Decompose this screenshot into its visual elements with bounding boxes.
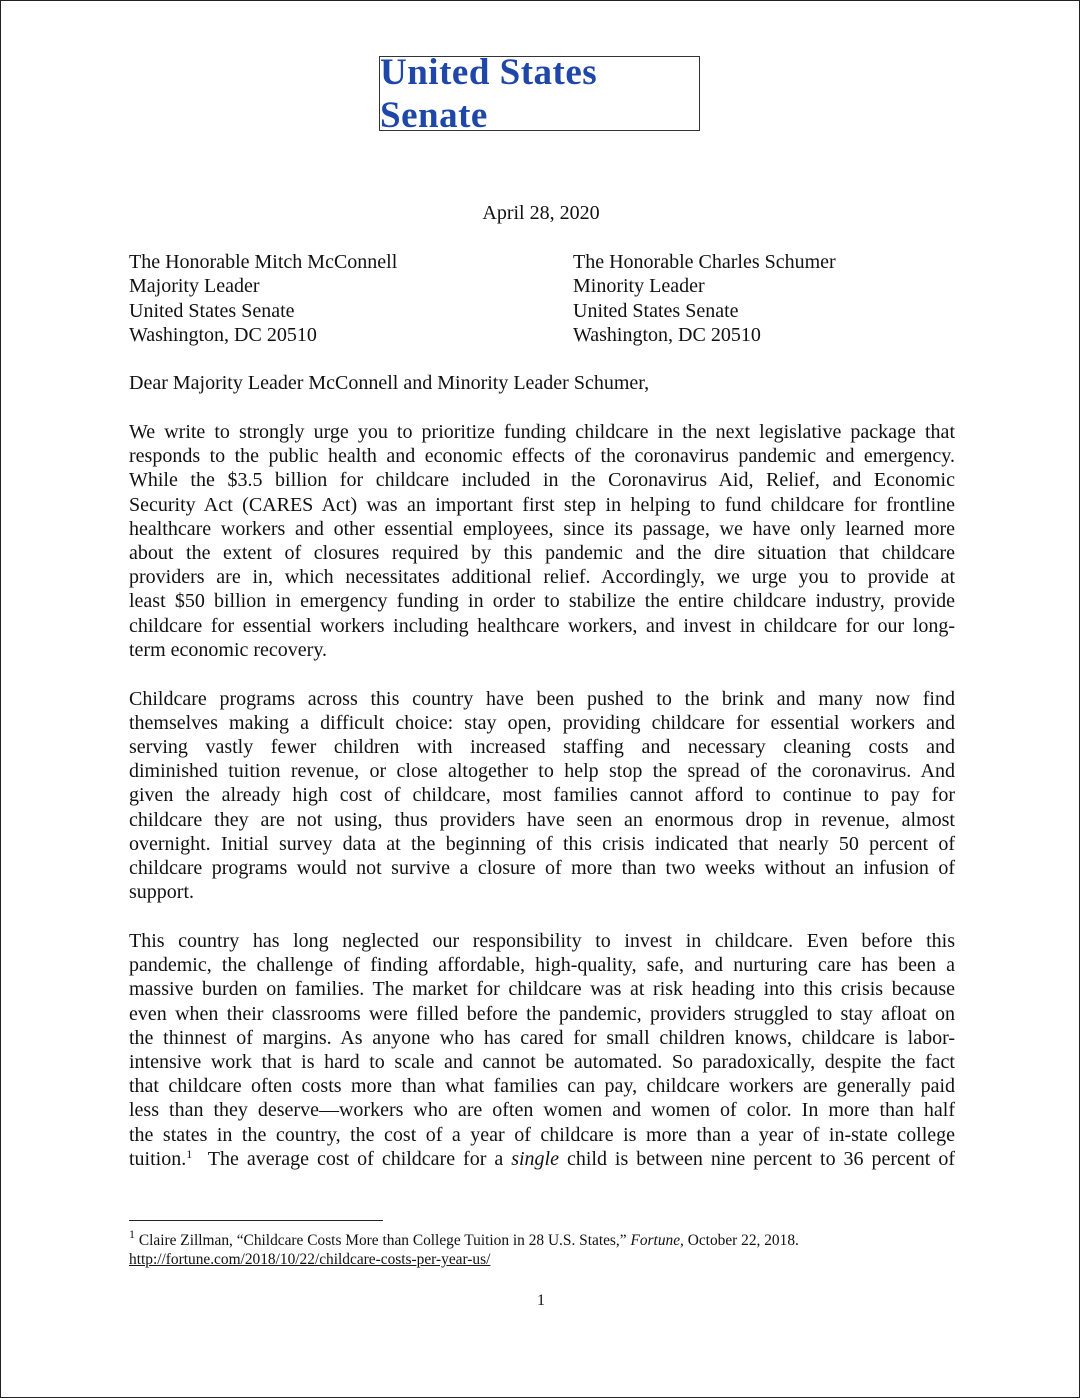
body-line: Security Act (CARES Act) was an important first step in helping to fund childcare for frontline — [129, 493, 955, 516]
body-line: This country has long neglected our responsibility to invest in childcare. Even before this — [129, 930, 955, 953]
body-line: massive burden on families. The market for childcare was at risk heading into this crisis because — [129, 978, 955, 1001]
body-line: We write to strongly urge you to prioritize funding childcare in the next legislative package that — [129, 421, 955, 443]
body-text-segment: child is between nine percent to 36 percent of — [558, 1147, 955, 1170]
paragraph-1 — [129, 420, 955, 662]
footnote-link[interactable]: http://fortune.com/2018/10/22/childcare-costs-per-year-us/ — [129, 1251, 491, 1268]
footnote-date: October 22, 2018. — [683, 1232, 799, 1249]
body-line: given the already high cost of childcare, most families cannot afford to continue to pay for — [129, 784, 955, 807]
recipient-line: The Honorable Charles Schumer — [573, 251, 836, 273]
body-line: childcare they are not using, thus providers have seen an enormous drop in revenue, almost — [129, 808, 955, 831]
letter-body — [129, 420, 955, 1196]
footnote-1 — [129, 1227, 799, 1269]
body-line: that childcare often costs more than what families can pay, childcare workers are generally paid — [129, 1075, 955, 1098]
body-line: childcare programs would not survive a closure of more than two weeks without an infusion of — [129, 857, 955, 880]
recipient-line: United States Senate — [129, 299, 295, 322]
recipient-line: Majority Leader — [129, 275, 260, 298]
body-line: diminished tuition revenue, or close altogether to help stop the spread of the coronavirus. And — [129, 760, 955, 783]
body-line: pandemic, the challenge of finding affordable, high-quality, safe, and nurturing care has been a — [129, 954, 955, 977]
page-number: 1 — [537, 1292, 545, 1309]
footnote-marker: 1 — [129, 1227, 135, 1241]
body-line-with-footnote-ref — [129, 1147, 955, 1171]
body-line: healthcare workers and other essential employees, since its passage, we have only learned more — [129, 517, 955, 540]
body-line: overnight. Initial survey data at the beginning of this crisis indicated that nearly 50 percent of — [129, 832, 955, 855]
recipient-line: United States Senate — [573, 299, 739, 322]
body-line: the states in the country, the cost of a year of childcare is more than a year of in-state college — [129, 1123, 955, 1146]
paragraph-3 — [129, 929, 955, 1171]
body-line: serving vastly fewer children with increased staffing and necessary cleaning costs and — [129, 736, 955, 759]
recipient-line: The Honorable Mitch McConnell — [129, 251, 398, 273]
recipient-left — [129, 250, 397, 348]
paragraph-2 — [129, 687, 955, 905]
body-line: the thinnest of margins. As anyone who has cared for small children knows, childcare is labor- — [129, 1026, 955, 1049]
body-line: less than they deserve—workers who are often women and women of color. In more than half — [129, 1099, 955, 1122]
body-line: support. — [129, 881, 194, 904]
body-line: providers are in, which necessitates additional relief. Accordingly, we urge you to provide at — [129, 566, 955, 589]
body-line: even when their classrooms were filled before the pandemic, providers struggled to stay afloat on — [129, 1002, 955, 1025]
body-line: term economic recovery. — [129, 638, 328, 661]
recipient-line: Minority Leader — [573, 275, 705, 298]
body-line: themselves making a difficult choice: stay open, providing childcare for essential workers and — [129, 711, 955, 734]
recipient-right — [573, 250, 836, 348]
footnote-reference[interactable]: 1 — [186, 1146, 193, 1161]
footnote-publication: Fortune, — [630, 1232, 684, 1249]
body-line: least $50 billion in emergency funding in order to stabilize the entire childcare industry, provide — [129, 590, 955, 613]
footnote-divider — [129, 1220, 383, 1221]
letter-date: April 28, 2020 — [482, 202, 600, 224]
body-line: responds to the public health and economic effects of the coronavirus pandemic and emergency. — [129, 445, 955, 468]
body-line: intensive work that is hard to scale and cannot be automated. So paradoxically, despite the fact — [129, 1051, 955, 1074]
salutation: Dear Majority Leader McConnell and Minority Leader Schumer, — [129, 372, 650, 394]
emphasized-word: single — [511, 1147, 559, 1170]
letterhead-title: United States Senate — [380, 51, 598, 136]
senate-letterhead — [379, 51, 700, 136]
footnote-text: Claire Zillman, “Childcare Costs More than College Tuition in 28 U.S. States,” — [135, 1232, 631, 1249]
body-line: childcare for essential workers including healthcare workers, and invest in childcare for our long- — [129, 614, 955, 637]
body-line: Childcare programs across this country have been pushed to the brink and many now find — [129, 687, 955, 710]
body-line: While the $3.5 billion for childcare included in the Coronavirus Aid, Relief, and Economic — [129, 469, 955, 492]
body-text-segment: The average cost of childcare for a — [192, 1147, 512, 1170]
footnote-citation — [129, 1227, 799, 1250]
recipient-line: Washington, DC 20510 — [129, 324, 317, 347]
body-text-segment: tuition. — [129, 1147, 187, 1170]
recipient-line: Washington, DC 20510 — [573, 324, 761, 347]
body-line: about the extent of closures required by this pandemic and the dire situation that childcare — [129, 542, 955, 565]
